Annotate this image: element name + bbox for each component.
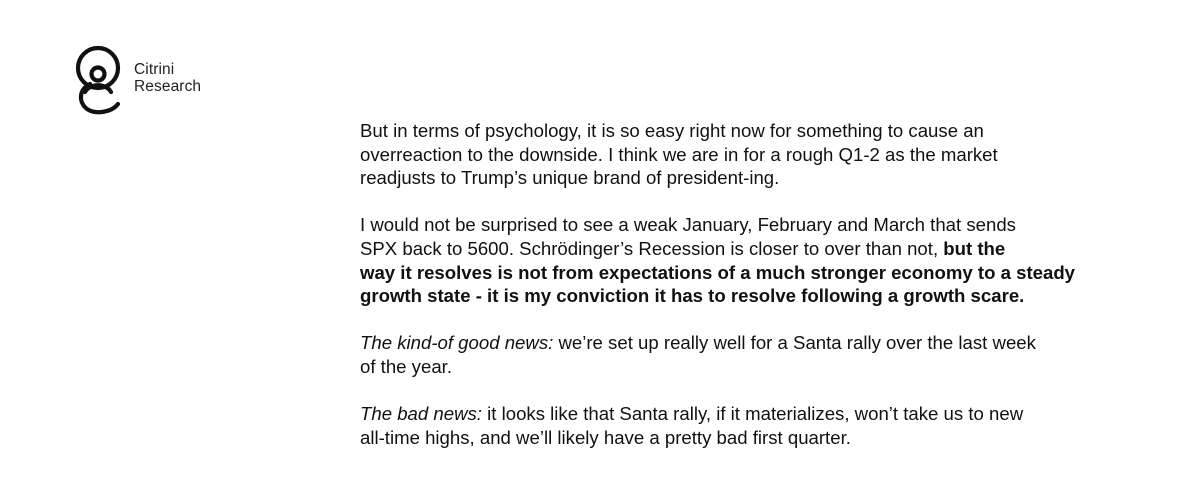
- logo-line-research: Research: [134, 78, 202, 95]
- logo-line-citrini: Citrini: [134, 61, 175, 78]
- text-line: all-time highs, and we’ll likely have a pretty bad first quarter.: [360, 426, 851, 448]
- logo-wordmark: [134, 61, 201, 95]
- text-line-bold: growth state - it is my conviction it has to resolve following a growth scare.: [360, 285, 1025, 307]
- text-normal: we’re set up really well for a Santa rally over the last week: [553, 332, 1036, 354]
- bad-news-label: The bad news:: [360, 403, 482, 425]
- text-line: readjusts to Trump’s unique brand of president-ing.: [360, 167, 780, 189]
- citrini-research-logo: [68, 40, 201, 116]
- paragraph-bad-news: [360, 402, 1105, 449]
- paragraph-psychology: [360, 119, 1105, 190]
- text-line-bold: way it resolves is not from expectations of a much stronger economy to a steady: [360, 261, 1076, 283]
- text-bold: but the: [943, 237, 1006, 259]
- text-line: of the year.: [360, 355, 452, 377]
- paragraph-recession: [360, 213, 1105, 307]
- text-normal: SPX back to 5600. Schrödinger’s Recession is closer to over than not,: [360, 237, 944, 259]
- citrini-logo-icon: [68, 40, 130, 116]
- text-normal: it looks like that Santa rally, if it materializes, won’t take us to new: [481, 403, 1024, 425]
- text-line: overreaction to the downside. I think we are in for a rough Q1-2 as the market: [360, 143, 998, 165]
- article-body: [360, 119, 1105, 473]
- text-line: But in terms of psychology, it is so easy right now for something to cause an: [360, 120, 984, 141]
- text-line: I would not be surprised to see a weak January, February and March that sends: [360, 214, 1016, 236]
- text-line: [360, 331, 1105, 355]
- good-news-label: The kind-of good news:: [360, 332, 554, 354]
- text-line: [360, 402, 1105, 426]
- text-line: [360, 237, 1105, 261]
- paragraph-good-news: [360, 331, 1105, 378]
